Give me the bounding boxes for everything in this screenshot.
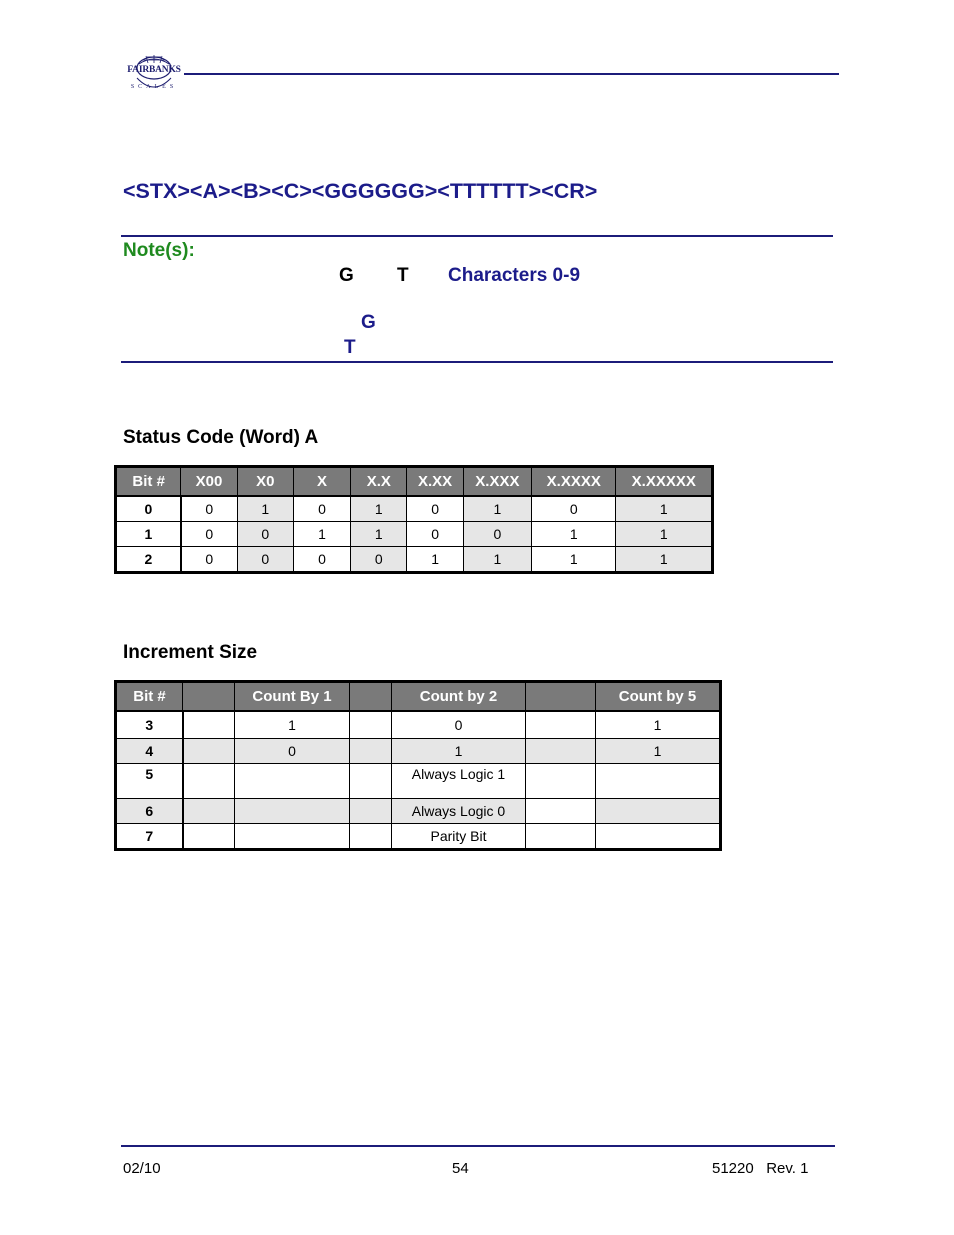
status-header-cell: X0 — [237, 467, 293, 497]
table-cell: 0 — [407, 496, 463, 522]
table-cell: Parity Bit — [392, 824, 526, 850]
status-code-title: Status Code (Word) A — [123, 427, 319, 448]
table-cell: 0 — [235, 739, 350, 764]
bit-number-cell: 1 — [116, 522, 181, 547]
table-cell: 1 — [463, 547, 531, 573]
table-cell: 0 — [351, 547, 407, 573]
table-cell — [596, 824, 721, 850]
increment-header-cell — [350, 682, 392, 712]
increment-header-cell: Count by 2 — [392, 682, 526, 712]
table-cell: 1 — [293, 522, 350, 547]
bit-number-cell: 2 — [116, 547, 181, 573]
table-cell: 0 — [181, 496, 237, 522]
note-t-field: T — [344, 337, 356, 358]
table-cell — [596, 799, 721, 824]
table-cell: 0 — [532, 496, 616, 522]
fairbanks-logo — [123, 54, 185, 98]
status-header-cell: X.XXXXX — [616, 467, 713, 497]
table-row — [116, 764, 721, 799]
logo-emblem-icon — [123, 54, 185, 98]
increment-header-cell: Count by 5 — [596, 682, 721, 712]
table-cell — [526, 739, 596, 764]
logo-subtitle: SCALES — [130, 84, 178, 90]
increment-size-title: Increment Size — [123, 642, 258, 663]
status-header-cell: X.XX — [407, 467, 463, 497]
table-row — [116, 739, 721, 764]
bit-number-cell: 7 — [116, 824, 183, 850]
table-cell: 0 — [181, 547, 237, 573]
table-row — [116, 496, 713, 522]
status-code-table — [114, 465, 714, 574]
table-cell: 0 — [392, 711, 526, 739]
increment-header-cell: Count By 1 — [235, 682, 350, 712]
table-cell: 1 — [616, 522, 713, 547]
table-cell: 1 — [532, 522, 616, 547]
footer-date: 02/10 — [123, 1160, 161, 1177]
table-cell: 1 — [237, 496, 293, 522]
table-cell — [350, 824, 392, 850]
table-cell — [596, 764, 721, 799]
table-cell — [183, 824, 235, 850]
table-cell — [526, 799, 596, 824]
table-cell: 0 — [237, 522, 293, 547]
table-cell: 0 — [463, 522, 531, 547]
header-rule — [184, 73, 839, 75]
note-g-char: G — [339, 265, 354, 286]
table-cell — [350, 739, 392, 764]
table-cell: 1 — [463, 496, 531, 522]
table-cell — [183, 711, 235, 739]
increment-size-table — [114, 680, 722, 851]
table-cell — [183, 799, 235, 824]
table-row — [116, 711, 721, 739]
table-cell — [350, 764, 392, 799]
note-bottom-rule — [121, 361, 833, 363]
table-cell: 1 — [235, 711, 350, 739]
table-cell: 1 — [532, 547, 616, 573]
table-cell — [350, 799, 392, 824]
bit-number-cell: 4 — [116, 739, 183, 764]
table-cell — [526, 824, 596, 850]
bit-number-cell: 3 — [116, 711, 183, 739]
table-cell: 1 — [596, 711, 721, 739]
table-row — [116, 522, 713, 547]
increment-header-cell — [183, 682, 235, 712]
table-cell: 0 — [293, 496, 350, 522]
note-title: Note(s): — [123, 240, 195, 261]
table-cell — [235, 824, 350, 850]
bit-number-cell: 0 — [116, 496, 181, 522]
table-cell — [235, 799, 350, 824]
table-cell — [235, 764, 350, 799]
increment-header-cell — [526, 682, 596, 712]
table-cell: 1 — [392, 739, 526, 764]
status-header-cell: X.X — [351, 467, 407, 497]
table-cell: 1 — [351, 496, 407, 522]
footer-rule — [121, 1145, 835, 1147]
format-string: <STX><A><B><C><GGGGGG><TTTTTT><CR> — [123, 179, 598, 203]
status-header-cell: X00 — [181, 467, 237, 497]
table-cell: 1 — [351, 522, 407, 547]
table-cell: 0 — [407, 522, 463, 547]
table-cell: 1 — [616, 496, 713, 522]
table-cell — [526, 711, 596, 739]
table-cell: 1 — [616, 547, 713, 573]
status-header-cell: X — [293, 467, 350, 497]
table-cell: 1 — [596, 739, 721, 764]
table-cell: Always Logic 0 — [392, 799, 526, 824]
table-row — [116, 799, 721, 824]
table-cell: 0 — [293, 547, 350, 573]
bit-number-cell: 5 — [116, 764, 183, 799]
increment-header-row — [116, 682, 721, 712]
bit-number-cell: 6 — [116, 799, 183, 824]
table-cell: 0 — [237, 547, 293, 573]
table-cell: 1 — [407, 547, 463, 573]
footer-page-number: 54 — [452, 1160, 469, 1177]
status-header-cell: X.XXXX — [532, 467, 616, 497]
status-header-row — [116, 467, 713, 497]
table-cell: Always Logic 1 — [392, 764, 526, 799]
note-g-field: G — [361, 312, 376, 333]
note-top-rule — [121, 235, 833, 237]
logo-wordmark: FAIRBANKS — [127, 65, 181, 75]
note-characters-range: Characters 0-9 — [448, 265, 581, 286]
table-row — [116, 824, 721, 850]
increment-header-cell: Bit # — [116, 682, 183, 712]
note-t-char: T — [397, 265, 409, 286]
status-header-cell: X.XXX — [463, 467, 531, 497]
table-cell — [526, 764, 596, 799]
table-cell — [350, 711, 392, 739]
table-cell: 0 — [181, 522, 237, 547]
table-cell — [183, 739, 235, 764]
status-header-cell: Bit # — [116, 467, 181, 497]
footer-document-number: 51220 Rev. 1 — [712, 1160, 809, 1177]
table-row — [116, 547, 713, 573]
table-cell — [183, 764, 235, 799]
